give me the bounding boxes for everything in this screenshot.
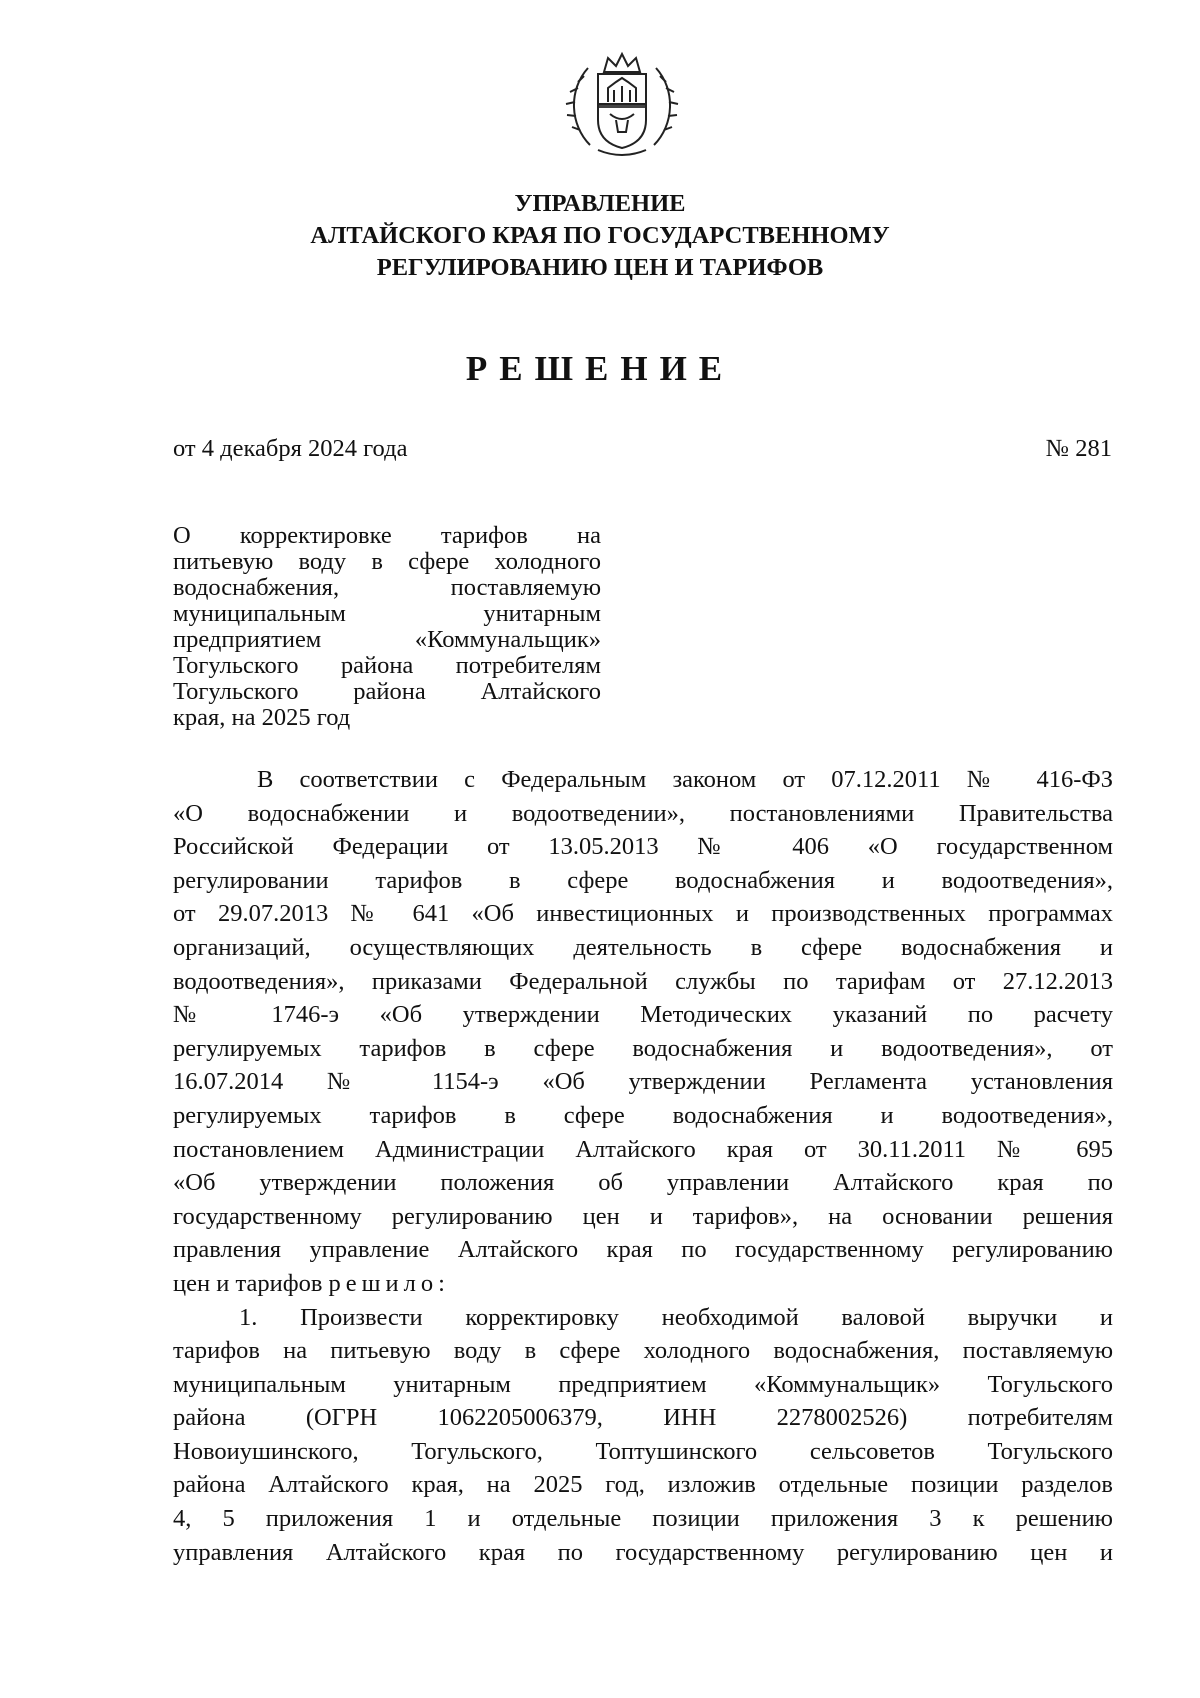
subject-line: водоснабжения, поставляемую [173,575,601,601]
item1-line: тарифов на питьевую воду в сфере холодного водоснабжения, поставляемую [173,1337,1113,1365]
subject-line: О корректировке тарифов на [173,523,601,549]
body-line: Российской Федерации от 13.05.2013 № 406 «О государственном [173,833,1113,861]
item1-line: муниципальным унитарным предприятием «Коммунальщик» Тогульского [173,1370,1113,1398]
subject-line: Тогульского района Алтайского [173,679,601,705]
altai-krai-coat-of-arms-emblem [560,50,684,160]
body-line: регулировании тарифов в сфере водоснабжения и водоотведения», [173,866,1113,894]
item1-line: 4, 5 приложения 1 и отдельные позиции приложения 3 к решению [173,1505,1113,1533]
body-line: регулируемых тарифов в сфере водоснабжения и водоотведения», от [173,1034,1113,1062]
decided-prefix: цен и тарифов [173,1269,329,1297]
body-line: 16.07.2014 № 1154-э «Об утверждении Регламента установления [173,1068,1113,1096]
document-subject [173,523,601,731]
item1-line: района Алтайского края, на 2025 год, изложив отдельные позиции разделов [173,1471,1113,1499]
agency-line-2: АЛТАЙСКОГО КРАЯ ПО ГОСУДАРСТВЕННОМУ [310,222,890,249]
body-line: регулируемых тарифов в сфере водоснабжения и водоотведения», [173,1101,1113,1129]
subject-line: Тогульского района потребителям [173,653,601,679]
item1-line: Новоиушинского, Тогульского, Топтушинского сельсоветов Тогульского [173,1437,1113,1465]
body-line: водоотведения», приказами Федеральной службы по тарифам от 27.12.2013 [173,967,1113,995]
body-line: № 1746-э «Об утверждении Методических указаний по расчету [173,1001,1113,1029]
body-line: В соответствии с Федеральным законом от 07.12.2011 № 416-ФЗ [257,766,1113,793]
body-line: организаций, осуществляющих деятельность в сфере водоснабжения и [173,933,1113,961]
document-type-heading: РЕШЕНИЕ [465,349,735,388]
decided-line [173,1267,1113,1301]
body-line: государственному регулированию цен и тарифов», на основании решения [173,1202,1113,1230]
body-line: «О водоснабжении и водоотведении», постановлениями Правительства [173,799,1113,827]
body-line: от 29.07.2013 № 641 «Об инвестиционных и производственных программах [173,900,1113,928]
body-line: правления управление Алтайского края по государственному регулированию [173,1236,1113,1264]
subject-line: предприятием «Коммунальщик» [173,627,601,653]
document-number: № 281 [1045,435,1112,462]
body-line: постановлением Администрации Алтайского края от 30.11.2011 № 695 [173,1135,1113,1163]
document-date: от 4 декабря 2024 года [173,435,408,462]
agency-line-3: РЕГУЛИРОВАНИЮ ЦЕН И ТАРИФОВ [376,254,824,281]
agency-line-1: УПРАВЛЕНИЕ [514,190,686,217]
item1-line: 1. Произвести корректировку необходимой валовой выручки и [239,1303,1113,1331]
subject-line: муниципальным унитарным [173,601,601,627]
subject-line: питьевую воду в сфере холодного [173,549,601,575]
body-line: «Об утверждении положения об управлении Алтайского края по [173,1169,1113,1197]
subject-line: края, на 2025 год [173,705,351,731]
item1-line: управления Алтайского края по государственному регулированию цен и [173,1538,1113,1566]
decided-word: решило: [328,1269,450,1297]
document-body [173,763,1113,1569]
issuing-agency-title [280,188,920,284]
item1-line: района (ОГРН 1062205006379, ИНН 2278002526) потребителям [173,1404,1113,1432]
